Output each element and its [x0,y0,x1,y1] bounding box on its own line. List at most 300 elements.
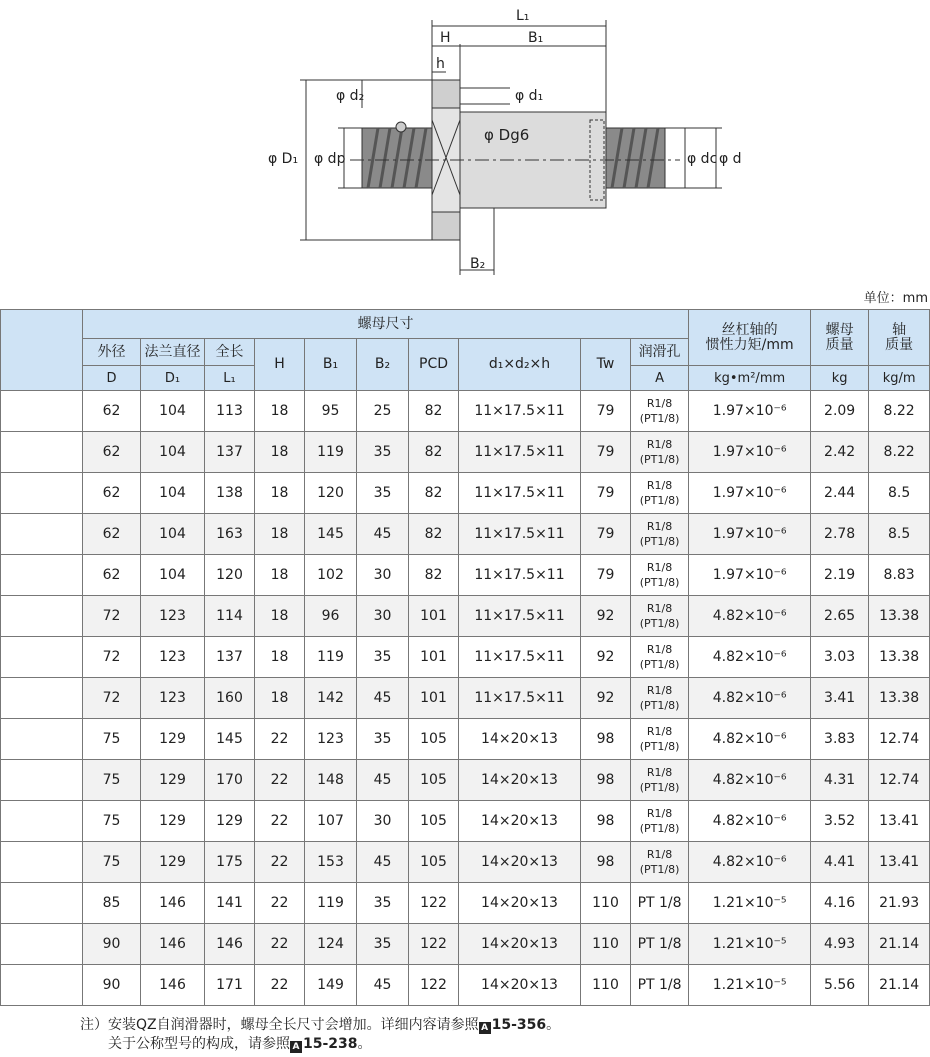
cell-D: 62 [83,432,141,473]
cell-A-line1: R1/8 [646,438,673,451]
cell-H: 22 [255,842,305,883]
cell-A-line1: R1/8 [646,479,673,492]
cell-Tw: 98 [581,719,631,760]
cell-H: 22 [255,760,305,801]
cell-D: 62 [83,514,141,555]
cell-inertia: 1.21×10⁻⁵ [689,883,811,924]
header-A-cn: 润滑孔 [631,339,689,366]
cell-L1: 175 [205,842,255,883]
cell-B1: 119 [305,883,357,924]
row-blank [1,678,83,719]
table-row [1,883,930,924]
cell-B1: 119 [305,432,357,473]
cell-PCD: 105 [409,842,459,883]
cell-L1: 170 [205,760,255,801]
cell-A-line2: (PT1/8) [639,863,680,876]
cell-B2: 35 [357,637,409,678]
header-D-cn: 外径 [83,339,141,366]
cell-Tw: 79 [581,432,631,473]
cell-L1: 114 [205,596,255,637]
row-blank [1,514,83,555]
cell-B1: 120 [305,473,357,514]
cell-D: 62 [83,473,141,514]
cell-B2: 35 [357,883,409,924]
header-shaft-mass-title: 轴 [892,321,907,338]
cell-B2: 30 [357,801,409,842]
label-D1: φ D₁ [268,151,299,167]
cell-B2: 35 [357,924,409,965]
cell-D: 75 [83,801,141,842]
header-D1: D₁ [141,366,205,391]
cell-inertia: 1.97×10⁻⁶ [689,514,811,555]
cell-inertia: 1.21×10⁻⁵ [689,924,811,965]
cell-PCD: 122 [409,883,459,924]
cell-nut: 2.19 [811,555,869,596]
cell-L1: 160 [205,678,255,719]
cell-A-line2: (PT1/8) [639,535,680,548]
cell-H: 18 [255,596,305,637]
cell-PCD: 82 [409,473,459,514]
cell-Tw: 92 [581,596,631,637]
cell-L1: 163 [205,514,255,555]
cell-D: 62 [83,555,141,596]
cell-Tw: 79 [581,391,631,432]
table-row [1,432,930,473]
cell-A: PT 1/8 [631,883,689,924]
cell-dd: 14×20×13 [459,842,581,883]
cell-B1: 148 [305,760,357,801]
row-blank [1,883,83,924]
footnote-1-ref[interactable] [479,1017,547,1033]
cell-shaft: 12.74 [869,719,930,760]
cell-Tw: 79 [581,555,631,596]
cell-A [631,596,689,637]
row-blank [1,719,83,760]
cell-A-line1: R1/8 [646,684,673,697]
cell-inertia: 1.97×10⁻⁶ [689,432,811,473]
cell-A-line1: R1/8 [646,766,673,779]
cell-shaft: 13.38 [869,596,930,637]
header-dd: d₁×d₂×h [459,339,581,391]
cell-B1: 145 [305,514,357,555]
cell-PCD: 122 [409,965,459,1006]
table-row [1,514,930,555]
cell-PCD: 105 [409,801,459,842]
cell-nut: 3.83 [811,719,869,760]
cell-Tw: 110 [581,965,631,1006]
cell-Tw: 92 [581,637,631,678]
cell-PCD: 101 [409,596,459,637]
cell-D1: 146 [141,965,205,1006]
cell-B2: 30 [357,555,409,596]
cell-A-line2: (PT1/8) [639,658,680,671]
cell-A [631,391,689,432]
footnote-1 [80,1016,560,1035]
unit-label: 单位：mm [863,291,928,306]
header-nut-mass-sub: 质量 [825,336,854,353]
table-row [1,473,930,514]
cell-A-line1: R1/8 [646,725,673,738]
footnote-2-ref[interactable] [290,1036,358,1052]
cell-shaft: 8.22 [869,432,930,473]
cell-A-line1: R1/8 [646,848,673,861]
table-row [1,842,930,883]
cell-shaft: 8.5 [869,514,930,555]
cell-shaft: 21.93 [869,883,930,924]
header-inertia-title: 丝杠轴的 [721,321,778,338]
row-blank [1,760,83,801]
cell-B2: 35 [357,473,409,514]
cell-shaft: 13.38 [869,678,930,719]
label-d2: φ d₂ [336,88,365,104]
cell-inertia: 4.82×10⁻⁶ [689,719,811,760]
cell-A-line1: R1/8 [646,643,673,656]
cell-Tw: 79 [581,514,631,555]
cell-L1: 141 [205,883,255,924]
cell-shaft: 8.83 [869,555,930,596]
cell-nut: 3.52 [811,801,869,842]
cell-A-line2: (PT1/8) [639,699,680,712]
header-inertia-unit: kg•m²/mm [689,366,811,391]
label-B1: B₁ [528,30,544,46]
cell-PCD: 82 [409,391,459,432]
header-L1-cn: 全长 [205,339,255,366]
cell-nut: 3.03 [811,637,869,678]
cell-dd: 11×17.5×11 [459,391,581,432]
table-row [1,678,930,719]
label-H: H [440,30,451,46]
cell-D: 90 [83,924,141,965]
table-row [1,637,930,678]
cell-Tw: 98 [581,801,631,842]
cell-dd: 11×17.5×11 [459,637,581,678]
cell-L1: 145 [205,719,255,760]
header-inertia-sub: 惯性力矩/mm [705,336,794,353]
label-d: φ d [719,151,742,167]
cell-H: 22 [255,883,305,924]
cell-PCD: 82 [409,514,459,555]
cell-nut: 4.31 [811,760,869,801]
row-blank [1,842,83,883]
footnote-2 [80,1035,560,1054]
cell-A-line2: (PT1/8) [639,822,680,835]
cell-L1: 129 [205,801,255,842]
cell-H: 18 [255,391,305,432]
cell-nut: 2.65 [811,596,869,637]
cell-H: 18 [255,637,305,678]
header-B1: B₁ [305,339,357,391]
row-blank [1,473,83,514]
cell-H: 18 [255,555,305,596]
cell-D1: 146 [141,883,205,924]
cell-A-line2: (PT1/8) [639,576,680,589]
footnote-1-text: 注）安装QZ自润滑器时，螺母全长尺寸会增加。详细内容请参照 [80,1017,479,1033]
cell-A [631,719,689,760]
table-row [1,719,930,760]
label-dp: φ dp [314,151,346,167]
cell-Tw: 98 [581,842,631,883]
cell-inertia: 4.82×10⁻⁶ [689,842,811,883]
cell-inertia: 1.21×10⁻⁵ [689,965,811,1006]
cell-D1: 123 [141,596,205,637]
footnote-1-end: 。 [546,1017,561,1033]
table-row [1,596,930,637]
cell-nut: 3.41 [811,678,869,719]
cell-B1: 96 [305,596,357,637]
cell-B2: 35 [357,432,409,473]
header-Tw: Tw [581,339,631,391]
footnote-2-ref-number: 15-238 [303,1036,358,1052]
cell-D1: 129 [141,760,205,801]
cell-L1: 137 [205,432,255,473]
cell-A [631,842,689,883]
cell-dd: 14×20×13 [459,760,581,801]
cell-B2: 45 [357,842,409,883]
header-nut-mass [811,310,869,366]
cell-A-line2: (PT1/8) [639,740,680,753]
footnote-1-ref-number: 15-356 [491,1017,547,1033]
cell-A [631,432,689,473]
cell-A-line2: (PT1/8) [639,453,680,466]
cell-L1: 146 [205,924,255,965]
spec-table [0,309,930,1006]
header-D1-cn: 法兰直径 [141,339,205,366]
cell-shaft: 21.14 [869,965,930,1006]
cell-dd: 14×20×13 [459,965,581,1006]
cell-shaft: 13.41 [869,801,930,842]
cell-shaft: 12.74 [869,760,930,801]
cell-shaft: 13.41 [869,842,930,883]
cell-PCD: 101 [409,678,459,719]
cell-B2: 45 [357,965,409,1006]
cell-D: 72 [83,678,141,719]
cell-B1: 142 [305,678,357,719]
cell-A: PT 1/8 [631,965,689,1006]
cell-H: 18 [255,678,305,719]
cell-H: 22 [255,719,305,760]
row-blank [1,596,83,637]
cell-dd: 14×20×13 [459,719,581,760]
cell-L1: 171 [205,965,255,1006]
cell-shaft: 8.22 [869,391,930,432]
cell-A-line1: R1/8 [646,520,673,533]
cell-A-line2: (PT1/8) [639,412,680,425]
cell-H: 18 [255,432,305,473]
cell-A-line1: R1/8 [646,561,673,574]
table-row [1,391,930,432]
cell-D1: 129 [141,842,205,883]
cell-PCD: 82 [409,432,459,473]
cell-nut: 2.44 [811,473,869,514]
label-d1: φ d₁ [515,88,544,104]
cell-D1: 123 [141,678,205,719]
cell-A-line1: R1/8 [646,602,673,615]
cell-inertia: 4.82×10⁻⁶ [689,678,811,719]
cell-nut: 4.93 [811,924,869,965]
cell-dd: 11×17.5×11 [459,678,581,719]
cell-D: 90 [83,965,141,1006]
cell-D: 75 [83,842,141,883]
table-row [1,965,930,1006]
cell-L1: 138 [205,473,255,514]
cell-nut: 2.78 [811,514,869,555]
cell-B1: 123 [305,719,357,760]
cell-B1: 95 [305,391,357,432]
cell-nut: 4.16 [811,883,869,924]
cell-D1: 123 [141,637,205,678]
cell-D1: 104 [141,391,205,432]
header-B2: B₂ [357,339,409,391]
cell-dd: 11×17.5×11 [459,555,581,596]
cell-B2: 45 [357,514,409,555]
cell-D1: 129 [141,801,205,842]
cell-Tw: 79 [581,473,631,514]
header-shaft-mass-sub: 质量 [885,336,914,353]
cell-nut: 2.09 [811,391,869,432]
reference-icon: A [290,1041,302,1053]
cell-A-line2: (PT1/8) [639,494,680,507]
row-blank [1,924,83,965]
cell-H: 22 [255,965,305,1006]
cell-L1: 137 [205,637,255,678]
cell-Tw: 92 [581,678,631,719]
cell-Tw: 110 [581,924,631,965]
cell-D: 75 [83,760,141,801]
header-H: H [255,339,305,391]
cell-inertia: 1.97×10⁻⁶ [689,391,811,432]
cell-H: 22 [255,801,305,842]
cell-H: 22 [255,924,305,965]
cell-B2: 25 [357,391,409,432]
cell-shaft: 21.14 [869,924,930,965]
cell-H: 18 [255,473,305,514]
cell-B1: 124 [305,924,357,965]
reference-icon: A [479,1022,491,1034]
cell-dd: 11×17.5×11 [459,514,581,555]
header-nut-mass-unit: kg [811,366,869,391]
cell-nut: 4.41 [811,842,869,883]
header-blank [1,310,83,391]
label-L1: L₁ [516,8,530,24]
cell-shaft: 13.38 [869,637,930,678]
cell-A [631,678,689,719]
header-A: A [631,366,689,391]
header-nut-mass-title: 螺母 [825,321,854,338]
table-row [1,760,930,801]
cell-inertia: 1.97×10⁻⁶ [689,473,811,514]
row-blank [1,432,83,473]
cell-A-line1: R1/8 [646,397,673,410]
cell-Tw: 98 [581,760,631,801]
cell-A: PT 1/8 [631,924,689,965]
cell-nut: 2.42 [811,432,869,473]
cell-H: 18 [255,514,305,555]
row-blank [1,391,83,432]
row-blank [1,801,83,842]
footnote-2-text: 关于公称型号的构成，请参照 [108,1036,290,1052]
cell-D: 72 [83,596,141,637]
footnote-2-end: 。 [357,1036,372,1052]
cell-D: 75 [83,719,141,760]
cell-B1: 153 [305,842,357,883]
cell-B2: 45 [357,760,409,801]
cell-nut: 5.56 [811,965,869,1006]
cell-B1: 102 [305,555,357,596]
header-shaft-mass-unit: kg/m [869,366,930,391]
label-Dg6: φ Dg6 [484,126,530,144]
cell-A [631,555,689,596]
cell-A [631,801,689,842]
label-h: h [436,56,445,72]
cell-B1: 107 [305,801,357,842]
cell-D1: 146 [141,924,205,965]
cell-shaft: 8.5 [869,473,930,514]
cell-A-line2: (PT1/8) [639,781,680,794]
cell-B1: 149 [305,965,357,1006]
cell-B1: 119 [305,637,357,678]
row-blank [1,965,83,1006]
cell-dd: 14×20×13 [459,883,581,924]
cell-PCD: 82 [409,555,459,596]
cell-B2: 30 [357,596,409,637]
table-row [1,555,930,596]
cell-dd: 14×20×13 [459,801,581,842]
cell-PCD: 105 [409,760,459,801]
cell-B2: 35 [357,719,409,760]
cell-PCD: 101 [409,637,459,678]
cell-A [631,637,689,678]
header-D: D [83,366,141,391]
table-row [1,801,930,842]
cell-inertia: 4.82×10⁻⁶ [689,801,811,842]
cell-D1: 129 [141,719,205,760]
cell-inertia: 4.82×10⁻⁶ [689,637,811,678]
ball-screw-nut-diagram [0,0,930,285]
cell-A [631,514,689,555]
cell-L1: 113 [205,391,255,432]
cell-D1: 104 [141,514,205,555]
cell-PCD: 105 [409,719,459,760]
cell-D: 62 [83,391,141,432]
cell-L1: 120 [205,555,255,596]
cell-inertia: 1.97×10⁻⁶ [689,555,811,596]
table-row [1,924,930,965]
row-blank [1,555,83,596]
header-inertia [689,310,811,366]
label-dc: φ dc [687,151,718,167]
header-PCD: PCD [409,339,459,391]
cell-dd: 14×20×13 [459,924,581,965]
cell-D: 72 [83,637,141,678]
row-blank [1,637,83,678]
cell-A [631,473,689,514]
cell-PCD: 122 [409,924,459,965]
cell-dd: 11×17.5×11 [459,473,581,514]
header-nut-dimensions: 螺母尺寸 [83,310,689,339]
label-B2: B₂ [470,256,486,272]
cell-inertia: 4.82×10⁻⁶ [689,760,811,801]
cell-Tw: 110 [581,883,631,924]
cell-D1: 104 [141,432,205,473]
header-L1: L₁ [205,366,255,391]
cell-inertia: 4.82×10⁻⁶ [689,596,811,637]
cell-A [631,760,689,801]
cell-D: 85 [83,883,141,924]
cell-A-line2: (PT1/8) [639,617,680,630]
cell-B2: 45 [357,678,409,719]
footnotes [80,1016,560,1054]
cell-dd: 11×17.5×11 [459,596,581,637]
